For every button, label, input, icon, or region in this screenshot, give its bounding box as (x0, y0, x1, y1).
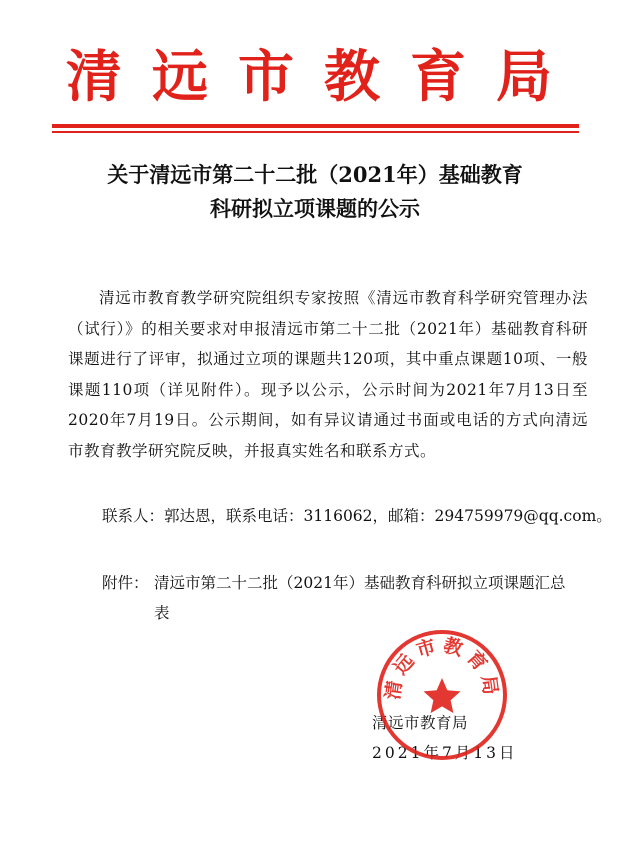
document-title (40, 158, 590, 226)
letterhead-divider-thin (52, 131, 579, 133)
contact-line: 联系人：郭达恩，联系电话：3116062，邮箱：294759979@qq.com。 (102, 507, 612, 525)
letterhead-title: 清远市教育局 (66, 44, 582, 110)
signature-date: 2021年7月13日 (372, 744, 518, 762)
attachment-label: 附件： (102, 574, 149, 592)
attachment-note (102, 568, 572, 628)
letterhead-divider-thick (52, 124, 579, 128)
star-icon (424, 678, 461, 713)
official-seal (375, 628, 509, 762)
body-paragraph: 清远市教育教学研究院组织专家按照《清远市教育科学研究管理办法（试行）》的相关要求对申报清远市第二十二批（2021年）基础教育科研课题进行了评审，拟通过立项的课题共120项，其中重点课题10项、一般课题110项（详见附件）。现予以公示，公示时间为2021年7月13日至2020年7月19日。公示期间，如有异议请通过书面或电话的方式向清远市教育教学研究院反映，并报真实姓名和联系方式。 (68, 289, 588, 460)
attachment-text: 清远市第二十二批（2021年）基础教育科研拟立项课题汇总表 (154, 574, 566, 622)
document-title-line2: 科研拟立项课题的公示 (210, 196, 420, 221)
signature-org: 清远市教育局 (372, 714, 469, 732)
seal-text: 清远市教育局 (381, 634, 503, 702)
document-title-line1: 关于清远市第二十二批（2021年）基础教育 (107, 162, 523, 187)
